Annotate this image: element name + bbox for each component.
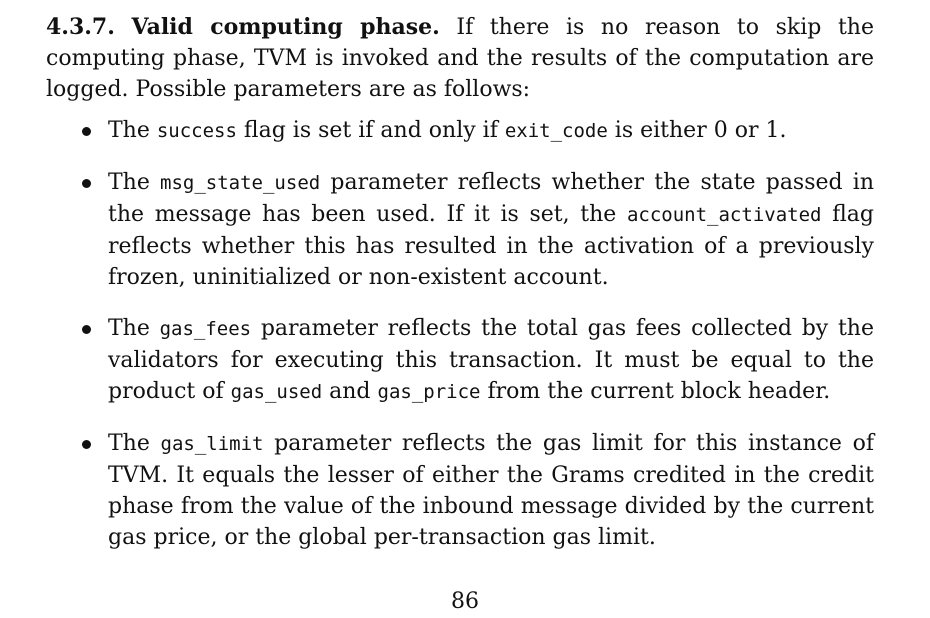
bullet-icon [82, 127, 91, 136]
text-segment: flag is set if and only if [236, 118, 505, 143]
section-intro: If there is no reason to skip the computing phase, TVM is invoked and the results of the computation are logged. Possible parameters are as follows: [46, 15, 874, 102]
list-item-text [108, 428, 874, 553]
list-item [46, 167, 874, 293]
code-term: account_activated [626, 204, 822, 226]
bullet-icon [82, 440, 91, 449]
list-item [46, 313, 874, 408]
text-segment: The [108, 431, 161, 456]
list-item [46, 428, 874, 553]
code-term: exit_code [504, 120, 608, 142]
bullet-icon [82, 325, 91, 334]
list-item-text [108, 115, 874, 147]
list-item [46, 115, 874, 147]
code-term: msg_state_used [160, 172, 321, 194]
text-segment: The [108, 170, 161, 195]
text-segment: from the current block header. [480, 379, 831, 404]
list-item-text [108, 313, 874, 408]
text-segment: The [108, 316, 160, 341]
text-segment: flag reflects whether this has resulted in the activation of a previously frozen, uninitialized or non-existent account. [108, 202, 874, 290]
text-segment: parameter reflects the gas limit for this instance of TVM. It equals the lesser of either the Grams credited in the credit phase from the value of the inbound message divided by the current gas price, or the global per-transaction gas limit. [108, 431, 874, 550]
list-item-text [108, 167, 874, 293]
text-segment: parameter reflects whether the state passed in the message has been used. If it is set, the [108, 170, 875, 227]
parameter-list [46, 115, 874, 553]
document-page [46, 12, 874, 573]
code-term: success [156, 120, 237, 142]
text-segment: and [322, 379, 378, 404]
bullet-icon [82, 179, 91, 188]
page-number: 86 [451, 589, 479, 614]
code-term: gas_price [377, 381, 481, 403]
text-segment: The [108, 118, 157, 143]
section-title: Valid computing phase. [131, 14, 440, 40]
text-segment: is either 0 or 1. [607, 118, 787, 143]
code-term: gas_fees [159, 318, 252, 340]
code-term: gas_used [230, 381, 323, 403]
section-paragraph [46, 12, 874, 105]
text-segment: parameter reflects the total gas fees collected by the validators for executing this transaction. It must be equal to the product of [108, 316, 874, 404]
section-number: 4.3.7. [46, 14, 115, 40]
code-term: gas_limit [160, 433, 264, 455]
